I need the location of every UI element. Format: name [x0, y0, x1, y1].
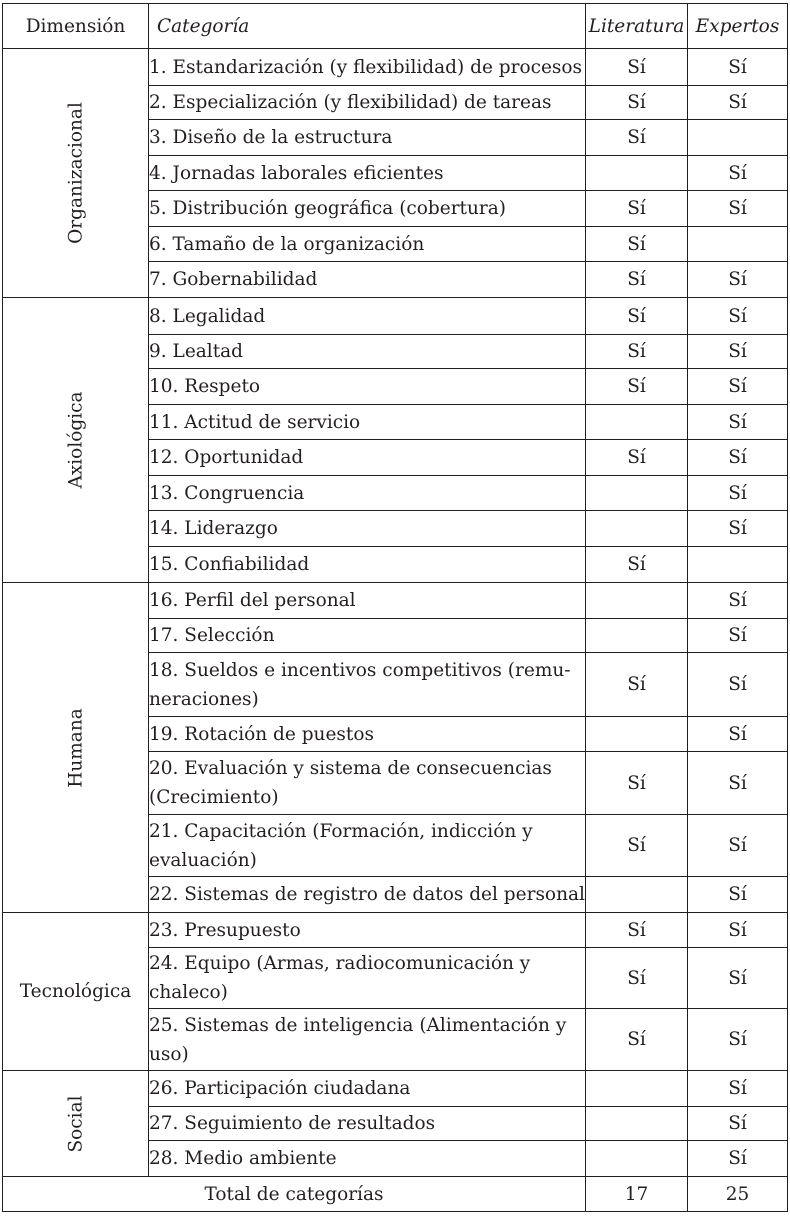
table-row — [3, 49, 788, 86]
literature-cell — [586, 156, 688, 191]
experts-cell: Sí — [688, 717, 788, 752]
experts-cell: Sí — [688, 815, 788, 877]
category-cell: 3. Diseño de la estructura — [149, 120, 586, 156]
table-row — [3, 913, 788, 948]
literature-cell: Sí — [586, 369, 688, 405]
literature-cell: Sí — [586, 913, 688, 948]
experts-cell — [688, 547, 788, 583]
literature-cell: Sí — [586, 440, 688, 476]
experts-cell: Sí — [688, 619, 788, 653]
experts-cell: Sí — [688, 1141, 788, 1177]
experts-cell: Sí — [688, 1107, 788, 1141]
experts-cell: Sí — [688, 156, 788, 191]
experts-cell — [688, 227, 788, 262]
literature-cell — [586, 1071, 688, 1107]
literature-cell: Sí — [586, 298, 688, 335]
header-category: Categoría — [149, 4, 586, 49]
experts-cell: Sí — [688, 913, 788, 948]
dimension-label: Social — [65, 1094, 86, 1153]
experts-cell: Sí — [688, 476, 788, 511]
category-cell: 5. Distribución geográfica (cobertura) — [149, 191, 586, 227]
category-cell: 10. Respeto — [149, 369, 586, 405]
literature-cell: Sí — [586, 49, 688, 86]
total-experts: 25 — [688, 1177, 788, 1212]
literature-cell — [586, 717, 688, 752]
experts-cell: Sí — [688, 49, 788, 86]
category-cell: 24. Equipo (Armas, radiocomunicación y chaleco) — [149, 948, 586, 1009]
category-cell: 20. Evaluación y sistema de consecuencias (Crecimiento) — [149, 752, 586, 815]
category-cell: 17. Selección — [149, 619, 586, 653]
experts-cell: Sí — [688, 86, 788, 120]
literature-cell: Sí — [586, 547, 688, 583]
literature-cell: Sí — [586, 752, 688, 815]
literature-cell: Sí — [586, 120, 688, 156]
literature-cell: Sí — [586, 227, 688, 262]
experts-cell: Sí — [688, 440, 788, 476]
category-cell: 11. Actitud de servicio — [149, 405, 586, 440]
literature-cell: Sí — [586, 191, 688, 227]
literature-cell: Sí — [586, 1009, 688, 1071]
dimension-label: Organizacional — [65, 102, 86, 244]
literature-cell — [586, 583, 688, 619]
category-cell: 28. Medio ambiente — [149, 1141, 586, 1177]
dimension-cell — [3, 49, 149, 298]
literature-cell: Sí — [586, 86, 688, 120]
experts-cell: Sí — [688, 1071, 788, 1107]
literature-cell — [586, 877, 688, 913]
dimension-cell — [3, 298, 149, 583]
experts-cell — [688, 120, 788, 156]
table-row — [3, 1071, 788, 1107]
category-cell: 18. Sueldos e incentivos competitivos (remu- neraciones) — [149, 653, 586, 717]
category-cell: 8. Legalidad — [149, 298, 586, 335]
categories-table — [2, 3, 788, 1212]
literature-cell — [586, 476, 688, 511]
dimension-cell — [3, 1071, 149, 1177]
category-cell: 12. Oportunidad — [149, 440, 586, 476]
category-cell: 15. Confiabilidad — [149, 547, 586, 583]
experts-cell: Sí — [688, 262, 788, 298]
dimension-label: Tecnológica — [19, 981, 132, 1002]
dimension-label: Humana — [65, 707, 86, 788]
category-cell: 25. Sistemas de inteligencia (Alimentación y uso) — [149, 1009, 586, 1071]
experts-cell: Sí — [688, 877, 788, 913]
dimension-cell — [3, 583, 149, 913]
literature-cell: Sí — [586, 262, 688, 298]
header-literature: Literatura — [586, 4, 688, 49]
category-cell: 4. Jornadas laborales eficientes — [149, 156, 586, 191]
experts-cell: Sí — [688, 511, 788, 547]
experts-cell: Sí — [688, 1009, 788, 1071]
category-cell: 13. Congruencia — [149, 476, 586, 511]
literature-cell: Sí — [586, 815, 688, 877]
category-cell: 21. Capacitación (Formación, indicción y evaluación) — [149, 815, 586, 877]
category-cell: 14. Liderazgo — [149, 511, 586, 547]
total-literature: 17 — [586, 1177, 688, 1212]
category-cell: 22. Sistemas de registro de datos del personal — [149, 877, 586, 913]
experts-cell: Sí — [688, 298, 788, 335]
header-dimension: Dimensión — [3, 4, 149, 49]
literature-cell: Sí — [586, 335, 688, 369]
literature-cell — [586, 405, 688, 440]
category-cell: 27. Seguimiento de resultados — [149, 1107, 586, 1141]
total-label: Total de categorías — [3, 1177, 586, 1212]
literature-cell — [586, 1141, 688, 1177]
experts-cell: Sí — [688, 583, 788, 619]
literature-cell: Sí — [586, 948, 688, 1009]
category-cell: 1. Estandarización (y flexibilidad) de procesos — [149, 49, 586, 86]
total-row — [3, 1177, 788, 1212]
experts-cell: Sí — [688, 405, 788, 440]
header-row — [3, 4, 788, 49]
table-row — [3, 298, 788, 335]
category-cell: 16. Perfil del personal — [149, 583, 586, 619]
dimension-cell — [3, 913, 149, 1071]
dimension-label: Axiológica — [65, 391, 86, 489]
category-cell: 26. Participación ciudadana — [149, 1071, 586, 1107]
experts-cell: Sí — [688, 335, 788, 369]
experts-cell: Sí — [688, 948, 788, 1009]
category-cell: 9. Lealtad — [149, 335, 586, 369]
literature-cell — [586, 511, 688, 547]
category-cell: 6. Tamaño de la organización — [149, 227, 586, 262]
literature-cell — [586, 619, 688, 653]
literature-cell — [586, 1107, 688, 1141]
category-cell: 2. Especialización (y flexibilidad) de tareas — [149, 86, 586, 120]
experts-cell: Sí — [688, 191, 788, 227]
table-row — [3, 583, 788, 619]
category-cell: 19. Rotación de puestos — [149, 717, 586, 752]
category-cell: 23. Presupuesto — [149, 913, 586, 948]
experts-cell: Sí — [688, 653, 788, 717]
category-cell: 7. Gobernabilidad — [149, 262, 586, 298]
header-experts: Expertos — [688, 4, 788, 49]
literature-cell: Sí — [586, 653, 688, 717]
table-body — [3, 49, 788, 1177]
experts-cell: Sí — [688, 369, 788, 405]
experts-cell: Sí — [688, 752, 788, 815]
